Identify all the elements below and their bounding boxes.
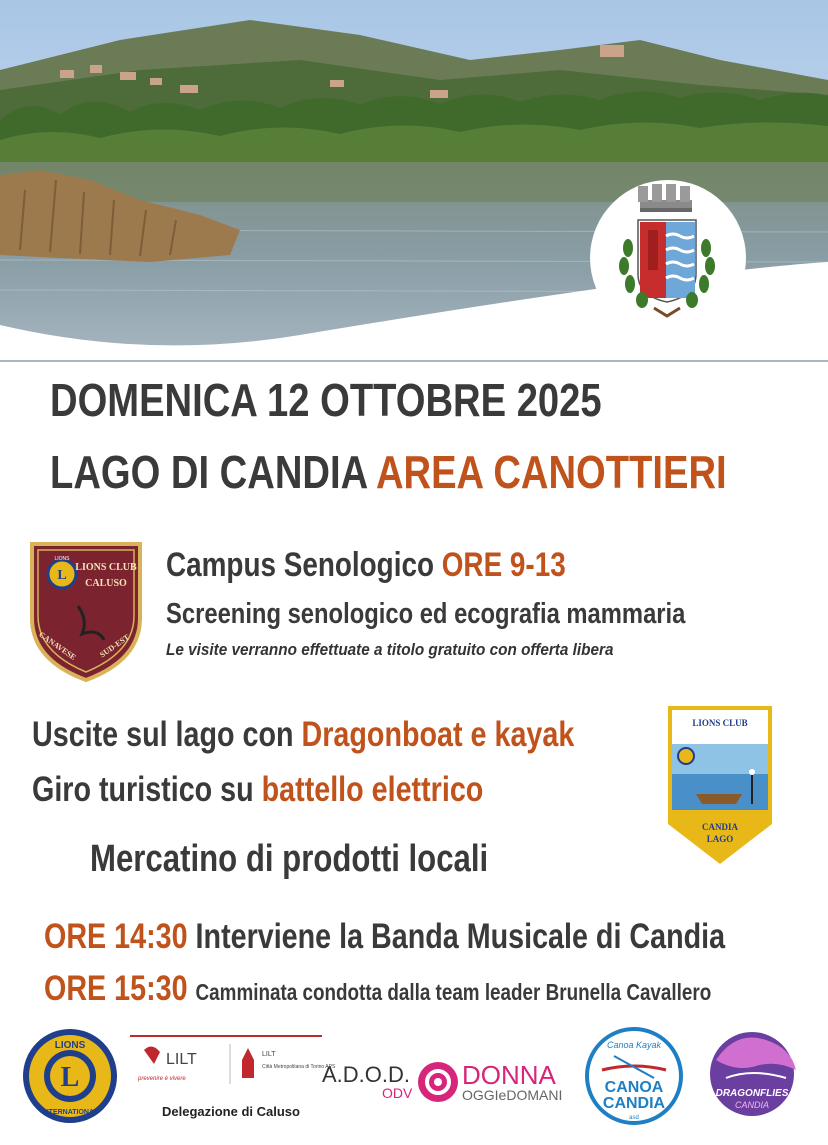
- canoa-asd: asd: [629, 1115, 639, 1121]
- lilt-sub-text: Città Metropolitana di Torino APS: [262, 1064, 336, 1070]
- campus-subtitle: Screening senologico ed ecografia mammaria: [166, 598, 686, 630]
- dragonflies-candia-logo: [696, 1020, 808, 1120]
- caluso-badge-name: CALUSO: [85, 578, 127, 589]
- schedule-item-2: [44, 969, 711, 1009]
- caluso-badge-ring-left: CANAVESE: [37, 629, 78, 662]
- schedule-text-1: Interviene la Banda Musicale di Candia: [195, 917, 726, 956]
- canoa-top: Canoa Kayak: [606, 1040, 662, 1050]
- location-name: LAGO DI CANDIA: [50, 446, 367, 498]
- adod-logo: [320, 1058, 420, 1102]
- caluso-small-text: LIONS: [54, 556, 70, 562]
- lions-intl-top: LIONS: [54, 1040, 86, 1051]
- activity-dragonboat-accent: Dragonboat e kayak: [301, 715, 575, 754]
- schedule-time-1: ORE 14:30: [44, 917, 188, 956]
- candia-badge-bottom2: LAGO: [706, 834, 734, 844]
- donna-oggi-domani-logo: [414, 1058, 574, 1106]
- campus-time: ORE 9-13: [441, 546, 566, 584]
- lions-club-candia-badge: [666, 704, 774, 866]
- campus-title-text: Campus Senologico: [166, 546, 434, 584]
- lilt-logo: [130, 1034, 336, 1096]
- schedule-time-2: ORE 15:30: [44, 969, 188, 1008]
- location-area: AREA CANOTTIERI: [375, 446, 727, 498]
- adod-name: A.D.O.D.: [322, 1062, 411, 1087]
- lions-intl-center: L: [60, 1062, 80, 1093]
- schedule-text-2: Camminata condotta dalla team leader Brunella Cavallero: [195, 979, 712, 1005]
- activity-battello: [32, 770, 483, 810]
- activity-battello-text: Giro turistico su: [32, 770, 254, 809]
- event-location: [50, 445, 727, 499]
- lilt-sub-name: LILT: [262, 1051, 276, 1058]
- campus-note: Le visite verranno effettuate a titolo gratuito con offerta libera: [166, 640, 614, 659]
- donna-name: DONNA: [462, 1060, 556, 1090]
- candia-badge-top: LIONS CLUB: [692, 718, 748, 728]
- schedule-item-1: [44, 917, 725, 957]
- campus-title: [166, 546, 566, 585]
- candia-coat-of-arms: [578, 178, 758, 338]
- lilt-delegation: Delegazione di Caluso: [162, 1104, 300, 1119]
- canoa-name1: CANOA: [604, 1079, 664, 1096]
- adod-sub: ODV: [382, 1085, 413, 1101]
- donna-sub: OGGIeDOMANI: [462, 1087, 563, 1103]
- caluso-badge-ring-right: SUD-EST: [98, 632, 131, 660]
- lilt-name: LILT: [166, 1051, 197, 1068]
- event-date: DOMENICA 12 OTTOBRE 2025: [50, 374, 602, 426]
- lions-international-logo: [20, 1030, 120, 1122]
- lions-club-caluso-badge: [28, 540, 144, 682]
- dragonflies-name2: CANDIA: [734, 1100, 770, 1110]
- lions-mini-logo: L: [57, 568, 67, 583]
- dragonflies-name1: DRAGONFLIES: [715, 1088, 789, 1099]
- activity-battello-accent: battello elettrico: [261, 770, 484, 809]
- lilt-tag: prevenire è vivere: [138, 1076, 186, 1082]
- market-line: Mercatino di prodotti locali: [90, 838, 489, 880]
- activity-dragonboat: [32, 715, 574, 755]
- lions-intl-bottom: INTERNATIONAL: [41, 1109, 99, 1116]
- activity-dragonboat-text: Uscite sul lago con: [32, 715, 294, 754]
- caluso-badge-top: LIONS CLUB: [75, 562, 137, 573]
- canoa-candia-logo: [584, 1026, 684, 1126]
- canoa-name2: CANDIA: [602, 1095, 666, 1112]
- candia-badge-bottom1: CANDIA: [702, 822, 738, 832]
